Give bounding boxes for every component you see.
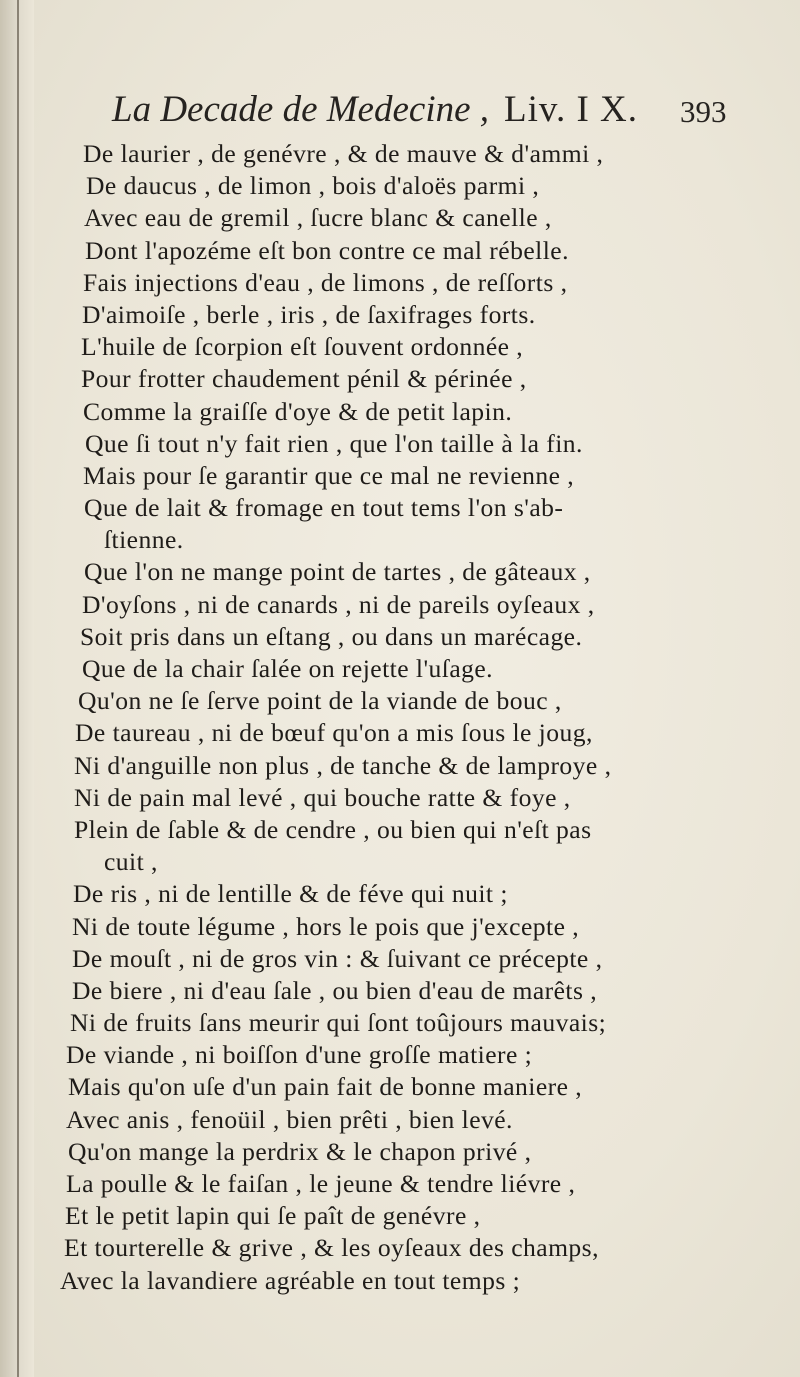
page-number: 393 xyxy=(680,94,727,129)
verse-line: Fais injections d'eau , de limons , de reſſorts , xyxy=(83,267,568,297)
verse-line: Mais qu'on uſe d'un pain fait de bonne maniere , xyxy=(68,1072,583,1102)
verse-line: Que l'on ne mange point de tartes , de gâteaux , xyxy=(84,557,591,587)
verse-line-continuation: cuit , xyxy=(104,847,158,877)
verse-line: Avec la lavandiere agréable en tout temps ; xyxy=(60,1265,521,1295)
verse-line: Que ſi tout n'y fait rien , que l'on taille à la fin. xyxy=(85,428,583,458)
verse-line: D'oyſons , ni de canards , ni de pareils oyſeaux , xyxy=(82,589,595,619)
verse-line: Et tourterelle & grive , & les oyſeaux des champs, xyxy=(64,1233,599,1263)
verse-line: De daucus , de limon , bois d'aloës parmi , xyxy=(86,171,540,201)
verse-line: Ni de pain mal levé , qui bouche ratte & foye , xyxy=(74,782,571,812)
verse-line: L'huile de ſcorpion eſt ſouvent ordonnée , xyxy=(81,332,524,362)
verse-line: La poulle & le faiſan , le jeune & tendre liévre , xyxy=(66,1169,576,1198)
verse-line: Pour frotter chaudement pénil & périnée , xyxy=(81,364,527,394)
running-header xyxy=(112,82,772,138)
verse-line: Que de lait & fromage en tout tems l'on s'ab- xyxy=(84,493,564,523)
verse-line: Et le petit lapin qui ſe paît de genévre , xyxy=(65,1201,481,1231)
verse-line: Soit pris dans un eſtang , ou dans un marécage. xyxy=(80,621,583,651)
verse-line: Mais pour ſe garantir que ce mal ne revienne , xyxy=(83,460,575,490)
verse-line: Qu'on mange la perdrix & le chapon privé , xyxy=(68,1136,532,1166)
verse-line: D'aimoiſe , berle , iris , de ſaxifrages forts. xyxy=(82,299,536,329)
verse-line: Avec eau de gremil , ſucre blanc & canelle , xyxy=(84,203,552,233)
verse-line: Ni de fruits ſans meurir qui ſont toûjours mauvais; xyxy=(70,1008,607,1038)
verse-line: Dont l'apozéme eſt bon contre ce mal rébelle. xyxy=(85,235,569,265)
verse-line-continuation: ſtienne. xyxy=(104,525,184,555)
book-number: Liv. I X. xyxy=(504,89,639,130)
running-title: La Decade de Medecine , xyxy=(112,89,490,130)
verse-line: Que de la chair ſalée on rejette l'uſage. xyxy=(82,654,494,683)
verse-line: De mouſt , ni de gros vin : & ſuivant ce précepte , xyxy=(72,943,603,973)
verse-line: Avec anis , fenoüil , bien prêti , bien levé. xyxy=(66,1104,513,1134)
verse-line: De ris , ni de lentille & de féve qui nuit ; xyxy=(73,879,508,909)
verse-line: Comme la graiſſe d'oye & de petit lapin. xyxy=(83,396,513,426)
binding-edge xyxy=(17,0,19,1377)
verse-line: Qu'on ne ſe ſerve point de la viande de bouc , xyxy=(78,686,562,716)
poem-text xyxy=(60,138,750,1297)
verse-line: De biere , ni d'eau ſale , ou bien d'eau de marêts , xyxy=(72,975,598,1005)
verse-line: De viande , ni boiſſon d'une groſſe matiere ; xyxy=(66,1040,533,1070)
verse-line: De taureau , ni de bœuf qu'on a mis ſous le joug, xyxy=(75,718,593,748)
verse-line: Ni d'anguille non plus , de tanche & de lamproye , xyxy=(74,750,612,780)
verse-line: De laurier , de genévre , & de mauve & d'ammi , xyxy=(83,139,604,168)
verse-line: Plein de ſable & de cendre , ou bien qui n'eſt pas xyxy=(74,814,592,844)
verse-line: Ni de toute légume , hors le pois que j'excepte , xyxy=(72,911,580,941)
